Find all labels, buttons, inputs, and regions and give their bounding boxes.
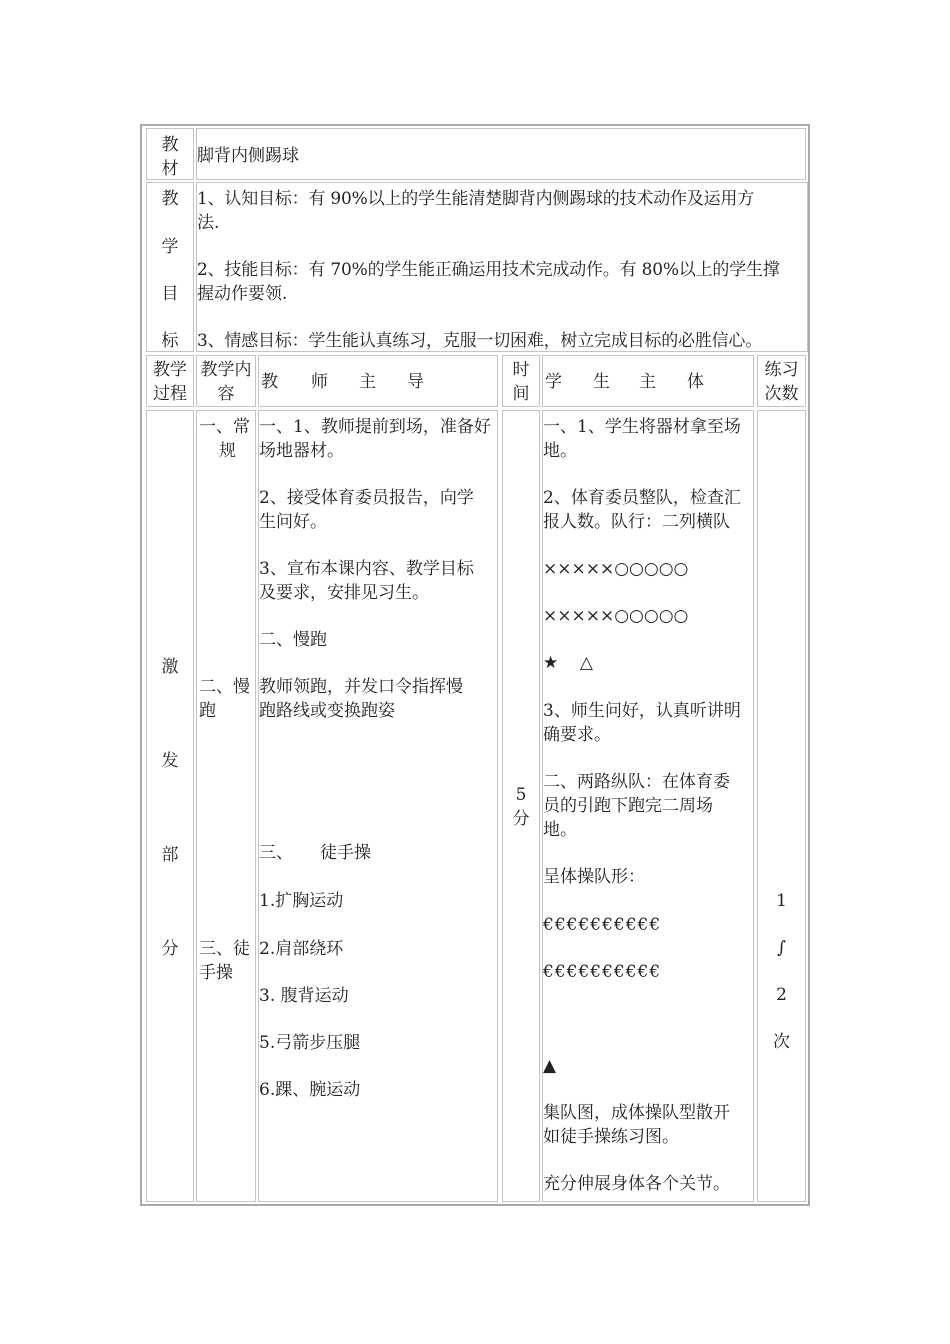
teacher-line: 教师领跑，并发口令指挥慢 (259, 677, 463, 697)
goal-2-line: 握动作要领. (197, 284, 288, 304)
header-reps-text: 次数 (764, 384, 799, 404)
student-line: €€€€€€€€€€ (543, 915, 662, 935)
student-line: 如徒手操练习图。 (543, 1127, 679, 1147)
content-item-1: 一、常 (199, 417, 250, 437)
goal-2-line: 2、技能目标：有 70%的学生能正确运用技术完成动作。有 80%以上的学生撑 (197, 260, 780, 280)
material-label-char: 教 (161, 135, 179, 155)
teacher-line: 及要求，安排见习生。 (259, 583, 429, 603)
header-student-cell (542, 355, 754, 407)
header-teacher-char: 主 (359, 372, 376, 392)
header-teacher-char: 师 (311, 372, 328, 392)
teacher-line: 6.踝、腕运动 (259, 1080, 361, 1100)
reps-cell (757, 410, 806, 1202)
teacher-line: 5.弓箭步压腿 (259, 1033, 361, 1053)
content-item-1: 规 (219, 441, 236, 461)
process-label-char: 激 (161, 657, 179, 677)
header-student-char: 主 (639, 372, 656, 392)
student-line: 呈体操队形： (543, 867, 645, 887)
material-label-char: 材 (161, 159, 179, 179)
teacher-cell (258, 410, 498, 1202)
teacher-line: 3、宣布本课内容、教学目标 (259, 559, 474, 579)
goals-label-cell (146, 182, 194, 352)
header-time-char: 间 (512, 384, 530, 404)
student-cell (542, 410, 754, 1202)
lesson-plan-table (140, 124, 810, 1206)
student-line: ★ △ (543, 653, 593, 673)
reps-value: 1 (776, 891, 787, 911)
header-process-text: 教学 (153, 360, 187, 380)
header-student-char: 体 (687, 372, 704, 392)
material-value-cell (196, 128, 806, 180)
goal-3-line: 3、情感目标：学生能认真练习，克服一切困难，树立完成目标的必胜信心。 (197, 331, 763, 351)
header-teacher-cell (258, 355, 498, 407)
time-value: 5 (515, 785, 527, 805)
time-cell (502, 410, 540, 1202)
student-line: ×××××○○○○○ (543, 606, 689, 626)
header-teacher-char: 教 (261, 372, 278, 392)
teacher-line: 一、1、教师提前到场，准备好 (259, 417, 491, 437)
goals-value-cell (196, 182, 808, 352)
material-label-cell (146, 128, 194, 180)
header-process-cell (146, 355, 194, 407)
goals-label-char: 标 (161, 331, 179, 351)
student-line: 地。 (543, 820, 577, 840)
teacher-line: 场地器材。 (259, 441, 344, 461)
teacher-line: 2.肩部绕环 (259, 939, 344, 959)
content-item-3: 三、徒 (199, 939, 250, 959)
goal-1-line: 法. (197, 213, 220, 233)
header-time-char: 时 (512, 360, 530, 380)
goals-label-char: 目 (161, 284, 179, 304)
student-line: 二、两路纵队：在体育委 (543, 772, 730, 792)
header-content-text: 容 (217, 384, 235, 404)
teacher-line: 1.扩胸运动 (259, 891, 344, 911)
header-time-cell (502, 355, 540, 407)
student-line: ▲ (543, 1056, 557, 1076)
teacher-line: 跑路线或变换跑姿 (259, 701, 395, 721)
header-process-text: 过程 (153, 384, 187, 404)
teacher-line: 二、慢跑 (259, 630, 327, 650)
teacher-line: 三、 徒手操 (259, 843, 372, 863)
teacher-line: 3. 腹背运动 (259, 986, 349, 1006)
teacher-line: 生问好。 (259, 512, 327, 532)
content-item-3: 手操 (199, 963, 233, 983)
header-reps-cell (757, 355, 806, 407)
student-line: 报人数。队行：二列横队 (543, 512, 730, 532)
student-line: 2、体育委员整队，检查汇 (543, 488, 741, 508)
student-line: ×××××○○○○○ (543, 559, 689, 579)
student-line: 集队图，成体操队型散开 (543, 1103, 730, 1123)
process-label-char: 发 (161, 751, 179, 771)
goals-label-char: 教 (161, 189, 179, 209)
reps-value: 2 (776, 985, 787, 1005)
header-reps-text: 练习 (764, 360, 799, 380)
reps-value: ∫ (777, 938, 786, 958)
student-line: 地。 (543, 441, 577, 461)
student-line: 3、师生问好，认真听讲明 (543, 701, 741, 721)
header-content-text: 教学内 (200, 360, 252, 380)
student-line: 员的引跑下跑完二周场 (543, 796, 713, 816)
process-cell (146, 410, 194, 1202)
student-line: 充分伸展身体各个关节。 (543, 1174, 730, 1194)
goals-label-char: 学 (161, 237, 179, 257)
process-label-char: 分 (161, 939, 179, 959)
header-teacher-char: 导 (407, 372, 424, 392)
student-line: €€€€€€€€€€ (543, 962, 662, 982)
student-line: 确要求。 (543, 725, 611, 745)
content-item-2: 跑 (199, 701, 216, 721)
content-item-2: 二、慢 (199, 677, 250, 697)
time-value: 分 (512, 809, 530, 829)
content-cell (196, 410, 256, 1202)
goal-1-line: 1、认知目标：有 90%以上的学生能清楚脚背内侧踢球的技术动作及运用方 (197, 189, 755, 209)
reps-value: 次 (773, 1032, 790, 1052)
header-content-cell (196, 355, 256, 407)
student-line: 一、1、学生将器材拿至场 (543, 417, 741, 437)
process-label-char: 部 (161, 845, 179, 865)
material-value: 脚背内侧踢球 (197, 146, 299, 166)
header-student-char: 学 (545, 372, 562, 392)
teacher-line: 2、接受体育委员报告，向学 (259, 488, 474, 508)
header-student-char: 生 (593, 372, 610, 392)
